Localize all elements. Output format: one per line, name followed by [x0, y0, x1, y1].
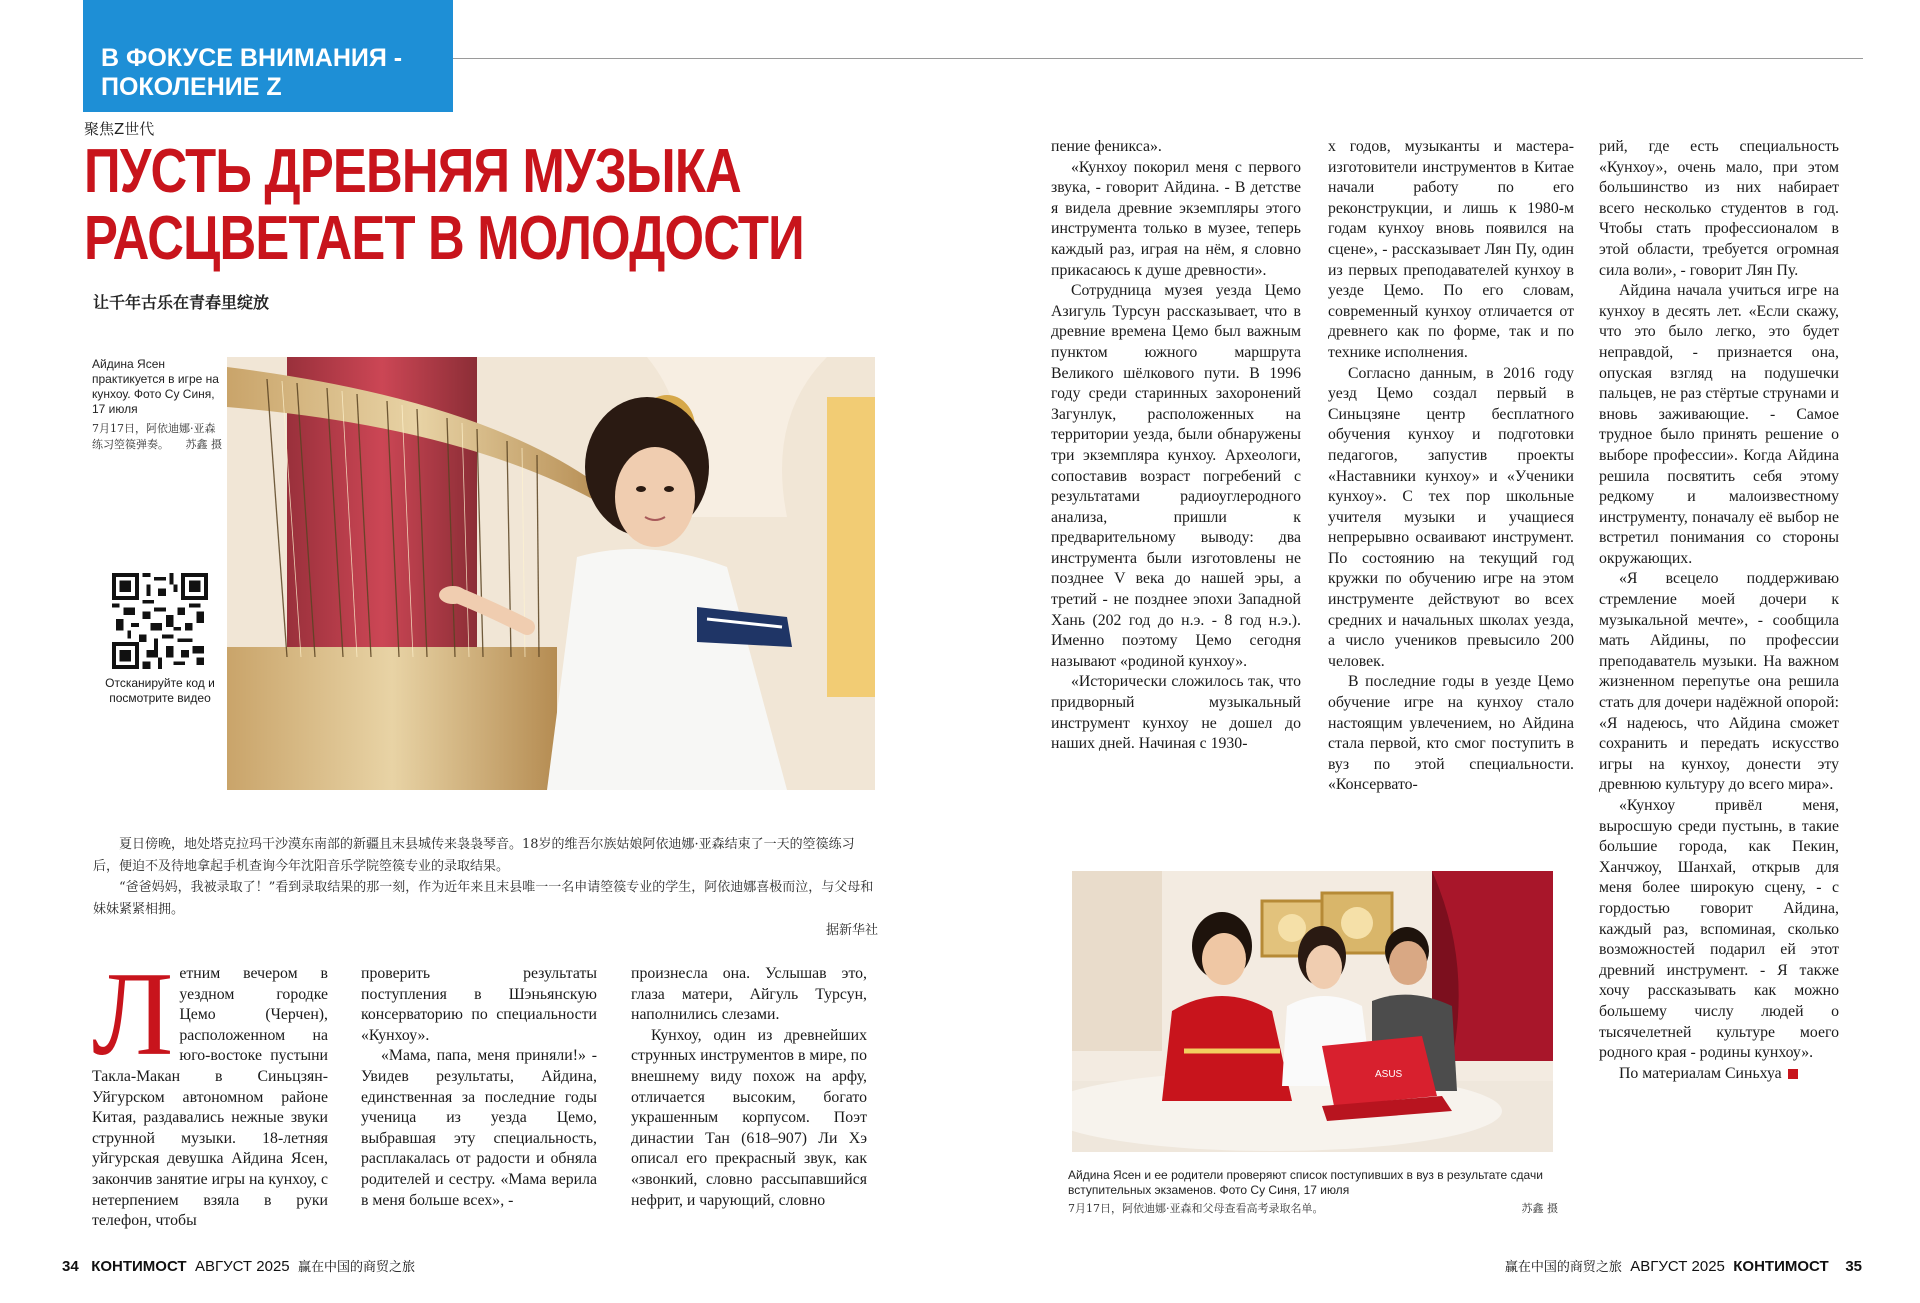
family-photo-caption: Айдина Ясен и ее родители проверяют список поступивших в вуз в результате сдачи вступительных экзаменов. Фото Су Синя, 17 июля: [1068, 1168, 1543, 1197]
column-6-paragraph-5: [1599, 1064, 1839, 1085]
left-page-footer: [62, 1256, 415, 1275]
column-6-paragraph-4: «Кунхоу привёл меня, выросшую среди пустынь, в такие большие города, как Пекин, Ханчжоу, Шанхай, открыв для меня более широкую сцену, - с гордостью говорит Айдина, каждый раз, вспоминая, сколько возможностей подарил ей этот древний инструмент. - Я также хочу рассказывать как можно большему числу людей о тысячелетней культуре моего родного края - родины кунхоу».: [1599, 797, 1839, 1062]
right-issue-date: АВГУСТ 2025: [1630, 1258, 1725, 1275]
chinese-lede-source: 据新华社: [825, 923, 878, 938]
right-page-number: 35: [1845, 1258, 1862, 1275]
family-laptop-photo: [1072, 871, 1553, 1152]
column-6-paragraph-2: Айдина начала учиться игре на кунхоу в десять лет. «Если скажу, что это было легко, это будет неправдой, - признается она, опуская взгляд на подушечки пальцев, не раз стёртые струнами и вновь заживающие. - Самое трудное было принять решение о выборе профессии». Когда Айдина решила посвятить себя этому редкому и малоизвестному инструменту, поначалу её выбор не встретил понимания со стороны окружающих.: [1599, 282, 1839, 567]
chinese-section-tag: 聚焦Z世代: [84, 120, 155, 138]
column-3-paragraph-1: произнесла она. Услышав это, глаза матери, Айгуль Турсун, наполнились слезами.: [631, 965, 867, 1024]
left-page-number: 34: [62, 1258, 79, 1275]
laptop-logo: ASUS: [1375, 1069, 1403, 1080]
article-source: По материалам Синьхуа: [1619, 1064, 1782, 1082]
article-column-1: [92, 947, 329, 1232]
right-slogan: 赢在中国的商贸之旅: [1504, 1260, 1622, 1275]
column-3-paragraph-2: Кунхоу, один из древнейших струнных инструментов в мире, по внешнему виду похож на арфу, отличается высоким, богато украшенным корпусом. Поэт династии Тан (618–907) Ли Хэ описал его прекрасный звук, как «звонкий, словно рассыпавшийся нефрит, и чарующий, словно: [631, 1026, 867, 1209]
chinese-subtitle: 让千年古乐在青春里绽放: [93, 293, 270, 312]
article-column-3: [631, 964, 867, 1211]
article-column-4: [1051, 137, 1301, 755]
right-page-footer: [1505, 1256, 1862, 1275]
end-of-article-mark: [1788, 1069, 1798, 1079]
column-4-paragraph-4: «Исторически сложилось так, что придворный музыкальный инструмент кунхоу не дошел до наших дней. Начиная с 1930-: [1051, 673, 1301, 753]
section-label-line-2: ПОКОЛЕНИЕ Z: [101, 73, 282, 101]
family-photo-caption-cn-text: 7月17日，阿依迪娜·亚森和父母查看高考录取名单。: [1068, 1202, 1324, 1215]
section-label: [83, 0, 453, 112]
column-5-paragraph-2: Согласно данным, в 2016 году уезд Цемо создал первый в Синьцзяне центр бесплатного обучения кунхоу и подготовки педагогов, запустив проекты «Наставники кунхоу» и «Ученики кунхоу». С тех пор школьные учителя музыки и учащиеся непрерывно осваивают инструмент. По состоянию на текущий год кружки по обучению игре на этом инструменте действуют во всех средних и начальных школах уезда, а число учеников превысило 200 человек.: [1328, 364, 1574, 670]
article-column-6: [1599, 137, 1839, 1084]
column-2-paragraph-2: «Мама, папа, меня приняли!» - Увидев результаты, Айдина, единственная за последние годы ученица из уезда Цемо, выбравшая эту специальность, расплакалась от радости и обняла родителей и сестру. «Мама верила в меня больше всех», -: [361, 1047, 597, 1209]
main-photo-credit: 苏鑫 摄: [185, 438, 222, 451]
harp-player-photo: [227, 357, 875, 790]
left-slogan: 赢在中国的商贸之旅: [297, 1260, 415, 1275]
column-5-paragraph-3: В последние годы в уезде Цемо обучение игре на кунхоу стало настоящим увлечением, но Айдина стала первой, кто смог поступить в вуз по этой специальности. «Консервато-: [1328, 673, 1574, 794]
column-1-paragraph-1: етним вечером в уездном городке Цемо (Черчен), расположенном на юго-востоке пустыни Такла-Макан в Синьцзян-Уйгурском автономном районе Китая, раздавались нежные звуки струнной музыки. 18-летняя уйгурская девушка Айдина Ясен, закончив занятие игры на кунхоу, с нетерпением взяла в руки телефон, чтобы: [92, 965, 329, 1230]
chinese-lede: [93, 834, 878, 942]
section-label-line-1: В ФОКУСЕ ВНИМАНИЯ -: [101, 44, 403, 72]
column-5-paragraph-1: х годов, музыканты и мастера-изготовители инструментов в Китае начали работу по его реконструкции, и лишь к 1980-м годам кунхоу вновь появился на сцене», - рассказывает Лян Пу, один из первых преподавателей кунхоу в уезде Цемо. По его словам, современный кунхоу отличается от древнего как по форме, так и по технике исполнения.: [1328, 138, 1574, 361]
drop-cap: Л: [92, 947, 174, 1080]
column-6-paragraph-3: «Я всецело поддерживаю стремление моей дочери к музыкальной мечте», - сообщила мать Айдины, по профессии преподаватель музыки. На важном жизненном перепутье она решила стать для дочери надёжной опорой: «Я надеюсь, что Айдина сможет сохранить и передать искусство игры на кунхоу, донести эту древнюю культуру до всего мира».: [1599, 570, 1839, 794]
qr-code-label: Отсканируйте код и посмотрите видео: [105, 676, 215, 705]
main-photo-caption-cn-text: 7月17日，阿依迪娜·亚森练习箜篌弹奏。: [92, 422, 216, 451]
column-4-paragraph-2: «Кунхоу покорил меня с первого звука, - говорит Айдина. - В детстве я видела древние экземпляры этого инструмента только в музее, теперь каждый раз, играя на нём, я словно прикасаюсь к душе древности».: [1051, 158, 1301, 279]
left-issue-date: АВГУСТ 2025: [194, 1258, 290, 1275]
family-photo-illustration: [1072, 871, 1553, 1152]
main-photo-caption: Айдина Ясен практикуется в игре на кунхоу. Фото Су Синя, 17 июля: [92, 357, 219, 416]
article-column-5: [1328, 137, 1574, 796]
right-magazine-name: КОНТИМОСТ: [1733, 1258, 1829, 1275]
headline-line-1: ПУСТЬ ДРЕВНЯЯ МУЗЫКА: [84, 137, 741, 206]
column-4-paragraph-3: Сотрудница музея уезда Цемо Азигуль Турсун рассказывает, что в древние времена Цемо был важным пунктом южного маршрута Великого шёлкового пути. В 1996 году среди старинных захоронений Загунлук, расположенных на территории уезда, были обнаружены три экземпляра кунхоу. Археологи, сопоставив возраст погребений с результатами радиоуглеродного анализа, пришли к предварительному выводу: два инструмента были изготовлены не позднее V века до нашей эры, а третий - не позднее эпохи Западной Хань (202 год до н.э. - 8 год н.э.). Именно поэтому Цемо сегодня называют «родиной кунхоу».: [1051, 282, 1301, 670]
headline-line-2: РАСЦВЕТАЕТ В МОЛОДОСТИ: [84, 204, 804, 273]
article-headline: [84, 137, 804, 273]
family-photo-credit: 苏鑫 摄: [1521, 1202, 1558, 1215]
harp-photo-illustration: [227, 357, 875, 790]
article-column-2: [361, 964, 597, 1211]
column-4-paragraph-1: пение феникса».: [1051, 138, 1162, 155]
chinese-lede-paragraph-1: 夏日傍晚，地处塔克拉玛干沙漠东南部的新疆且末县城传来袅袅琴音。18岁的维吾尔族姑娘阿依迪娜·亚森结束了一天的箜篌练习后，便迫不及待地拿起手机查询今年沈阳音乐学院箜篌专业的录取结果。: [93, 837, 855, 874]
main-photo-caption-chinese: [92, 421, 222, 453]
family-photo-caption-chinese: [1068, 1200, 1558, 1216]
column-2-paragraph-1: проверить результаты поступления в Шэньянскую консерваторию по специальности «Кунхоу».: [361, 965, 597, 1044]
qr-code[interactable]: [112, 573, 208, 669]
chinese-lede-paragraph-2: “爸爸妈妈，我被录取了！”看到录取结果的那一刻，作为近年来且末县唯一一名申请箜篌专业的学生，阿依迪娜喜极而泣，与父母和妹妹紧紧相拥。: [93, 880, 874, 917]
left-magazine-name: КОНТИМОСТ: [91, 1258, 187, 1275]
column-6-paragraph-1: рий, где есть специальность «Кунхоу», очень мало, при этом большинство из них набирает всего несколько студентов в год. Чтобы стать профессионалом в этой области, требуется огромная сила воли», - говорит Лян Пу.: [1599, 138, 1839, 279]
header-rule: [453, 58, 1863, 59]
